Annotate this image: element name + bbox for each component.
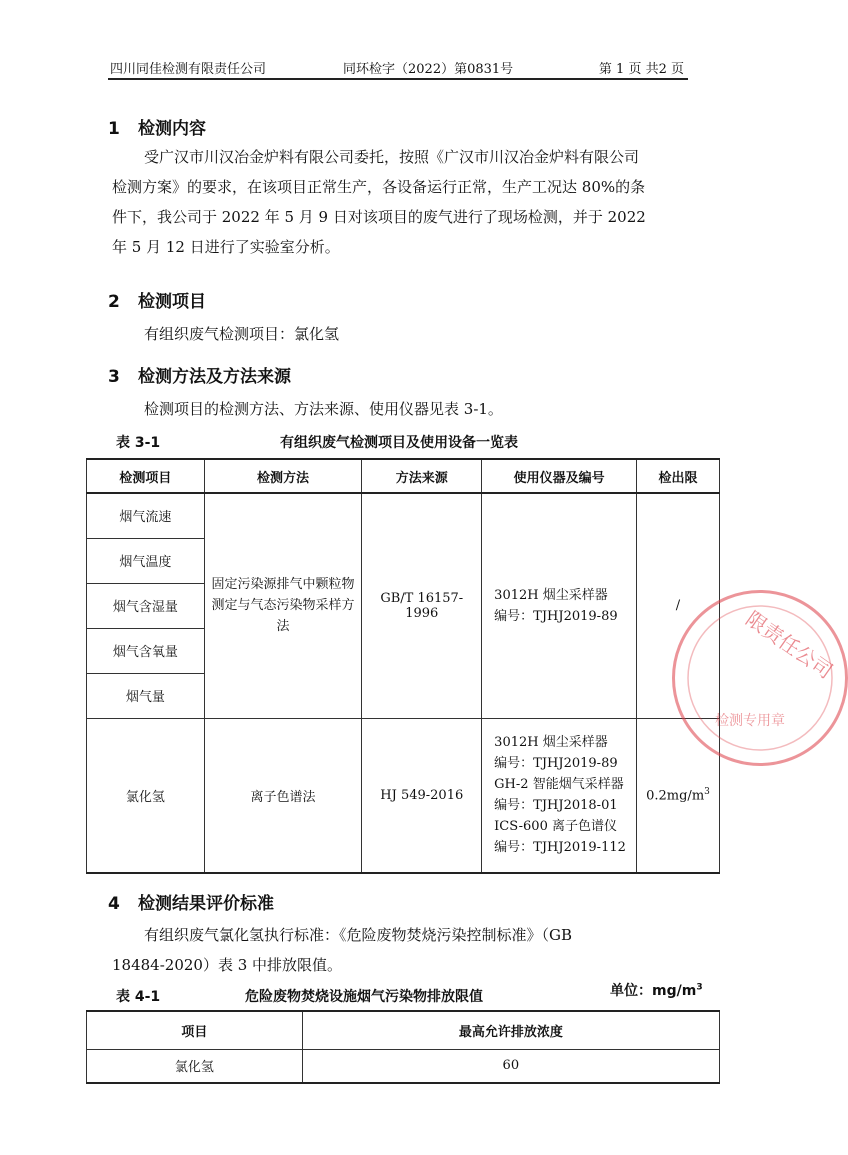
section2-number: 2 [108,292,120,312]
section4-line: 有组织废气氯化氢执行标准：《危险废物焚烧污染控制标准》（GB [144,926,573,944]
instrument-line: GH-2 智能烟气采样器 [494,777,624,793]
header-page-number: 第 1 页 共2 页 [598,62,684,77]
section1-heading [108,114,206,139]
table31-item-cell: 烟气量 [87,673,205,718]
table41-item-cell: 氯化氢 [87,1049,303,1083]
table31-item-cell: 氯化氢 [87,718,205,873]
table41-caption: 危险废物焚烧设施烟气污染物排放限值 [245,989,483,1005]
table31-header-cell: 检出限 [636,459,719,493]
section3-number: 3 [108,367,120,387]
instrument-line: 编号：TJHJ2019-112 [494,840,626,856]
section1-line: 检测方案》的要求，在该项目正常生产，各设备运行正常，生产工况达 80%的条 [112,178,646,196]
table-4-1 [86,1010,720,1084]
table-row [87,493,720,538]
seal-ring-icon [675,593,845,763]
section2-heading [108,287,206,312]
section4-title: 检测结果评价标准 [138,894,274,914]
header-company: 四川同佳检测有限责任公司 [110,62,267,77]
table41-header-row [87,1011,720,1049]
section1-line: 件下，我公司于 2022 年 5 月 9 日对该项目的废气进行了现场检测，并于 2022 [112,208,646,226]
table31-item-cell: 烟气含氧量 [87,628,205,673]
section4-number: 4 [108,894,120,914]
unit-text: 单位：mg/m [610,983,697,999]
instrument-line: 3012H 烟尘采样器 [494,587,608,603]
page-header [108,54,688,80]
table31-instrument-cell [482,718,637,873]
svg-text:限责任公司: 限责任公司 [741,606,838,684]
table31-header-cell: 方法来源 [362,459,482,493]
table41-header-cell: 项目 [87,1011,303,1049]
table31-label: 表 3-1 [116,435,161,451]
limit-value: 0.2mg/m [646,788,705,804]
table31-item-cell: 烟气温度 [87,538,205,583]
unit-superscript: 3 [696,982,703,993]
section1-line: 受广汉市川汉冶金炉料有限公司委托，按照《广汉市川汉冶金炉料有限公司 [144,148,640,166]
instrument-line: 编号：TJHJ2019-89 [494,756,618,772]
company-seal-stamp [672,590,848,766]
table31-method-cell: 离子色谱法 [204,718,362,873]
table31-instrument-cell [482,493,637,718]
section1-title: 检测内容 [138,119,206,139]
table31-header-cell: 检测项目 [87,459,205,493]
section4-line: 18484-2020）表 3 中排放限值。 [112,956,343,974]
section1-line: 年 5 月 12 日进行了实验室分析。 [112,238,340,256]
table-row [87,718,720,873]
table31-method-text: 固定污染源排气中颗粒物测定与气态污染物采样方法 [211,577,355,635]
table31-source-cell: HJ 549-2016 [362,718,482,873]
section4-paragraph [112,920,692,980]
section2-title: 检测项目 [138,292,206,312]
section3-text: 检测项目的检测方法、方法来源、使用仪器见表 3-1。 [144,400,503,418]
table31-caption: 有组织废气检测项目及使用设备一览表 [280,435,518,451]
table31-header-cell: 检测方法 [204,459,362,493]
svg-text:检测专用章: 检测专用章 [715,713,785,729]
limit-superscript: 3 [704,787,710,798]
section2-text: 有组织废气检测项目：氯化氢 [144,325,340,343]
table31-header-row [87,459,720,493]
instrument-line: 编号：TJHJ2018-01 [494,798,618,814]
section4-heading [108,889,274,914]
instrument-line: ICS-600 离子色谱仪 [494,819,617,835]
table31-item-cell: 烟气含湿量 [87,583,205,628]
table41-header-cell: 最高允许排放浓度 [302,1011,719,1049]
table41-unit [610,980,703,1000]
header-report-number: 同环检字（2022）第0831号 [343,62,514,77]
table31-method-cell [204,493,362,718]
instrument-line: 3012H 烟尘采样器 [494,735,608,751]
section3-heading [108,362,291,387]
table31-header-cell: 使用仪器及编号 [482,459,637,493]
table41-value-cell: 60 [302,1049,719,1083]
section3-title: 检测方法及方法来源 [138,367,291,387]
section1-number: 1 [108,119,120,139]
table31-item-cell: 烟气流速 [87,493,205,538]
table31-source-cell: GB/T 16157-1996 [362,493,482,718]
table41-label: 表 4-1 [116,989,161,1005]
table31-limit-cell: / [636,493,719,718]
table-row [87,1049,720,1083]
table-3-1 [86,458,720,874]
instrument-line: 编号：TJHJ2019-89 [494,608,618,624]
section1-paragraph [112,142,692,262]
